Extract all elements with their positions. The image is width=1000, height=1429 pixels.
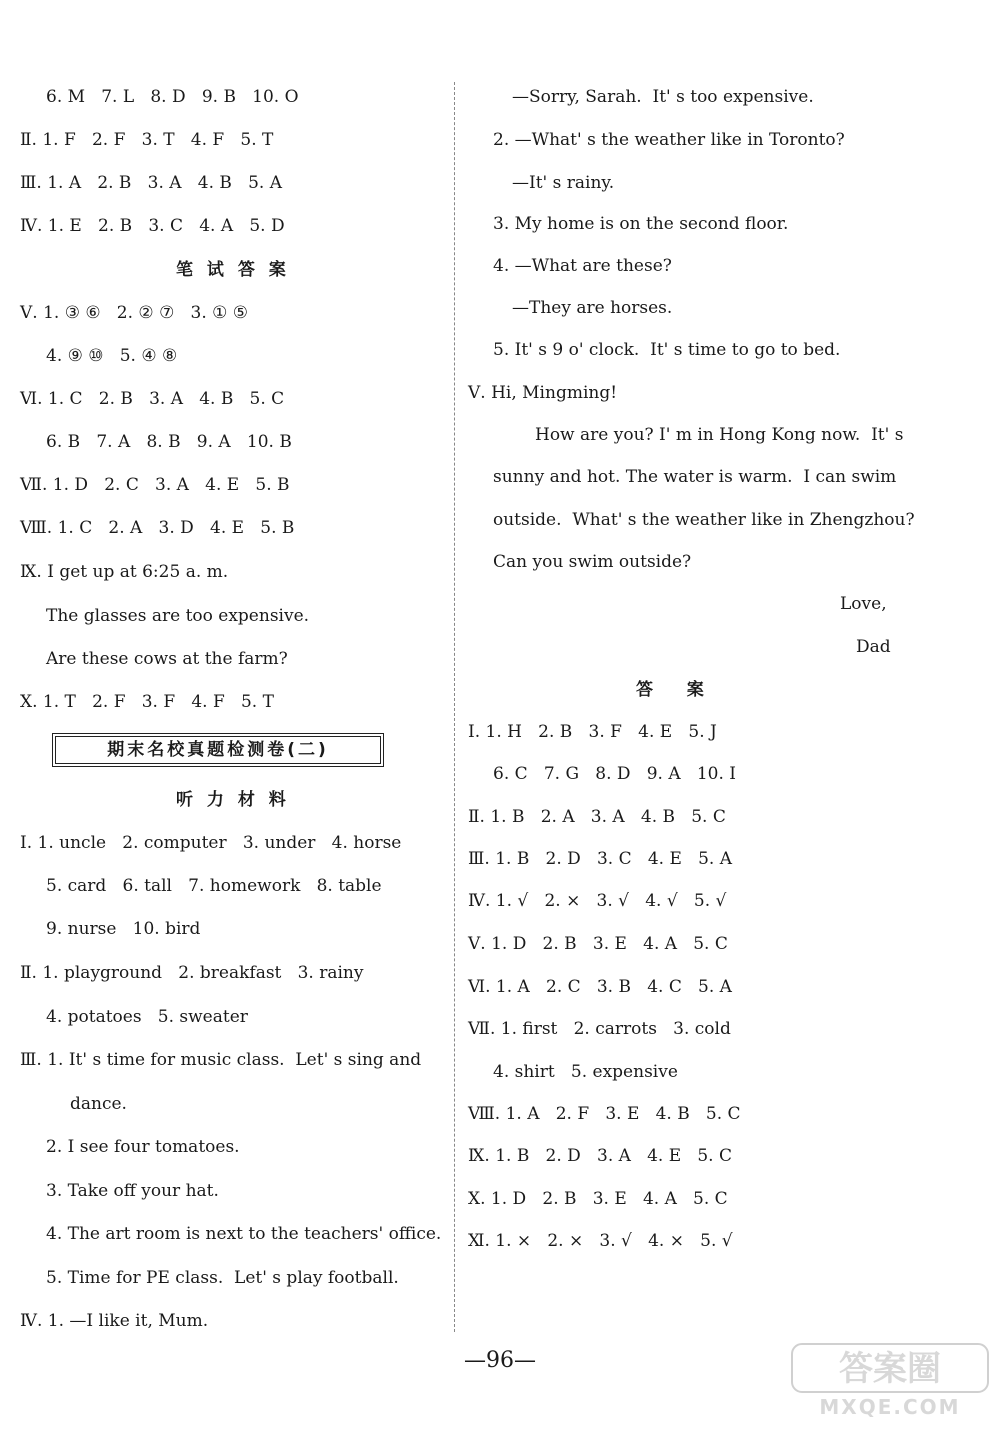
- answer-line: outside. What' s the weather like in Zhengzhou?: [493, 510, 915, 530]
- answer-line: Ⅰ. 1. uncle 2. computer 3. under 4. horse: [20, 833, 402, 853]
- answer-line: 5. It' s 9 o' clock. It' s time to go to bed.: [493, 340, 841, 360]
- answer-line: sunny and hot. The water is warm. I can swim: [493, 467, 897, 487]
- section-heading-answers: 答 案: [636, 680, 708, 700]
- answer-line: Ⅸ. 1. B 2. D 3. A 4. E 5. C: [468, 1146, 732, 1166]
- answer-line: 3. Take off your hat.: [46, 1181, 219, 1201]
- answer-line: 2. —What' s the weather like in Toronto?: [493, 130, 845, 150]
- answer-line: Can you swim outside?: [493, 552, 692, 572]
- answer-line: Ⅷ. 1. A 2. F 3. E 4. B 5. C: [468, 1104, 741, 1124]
- answer-line: 5. card 6. tall 7. homework 8. table: [46, 876, 382, 896]
- answer-line: Ⅴ. 1. ③ ⑥ 2. ② ⑦ 3. ① ⑤: [20, 303, 249, 323]
- answer-line: 6. M 7. L 8. D 9. B 10. O: [46, 87, 299, 107]
- section-heading-written-answers: 笔 试 答 案: [176, 260, 290, 280]
- answer-line: Ⅺ. 1. × 2. × 3. √ 4. × 5. √: [468, 1231, 733, 1251]
- answer-line: Ⅲ. 1. B 2. D 3. C 4. E 5. A: [468, 849, 732, 869]
- answer-line: —Sorry, Sarah. It' s too expensive.: [512, 87, 814, 107]
- answer-line: 9. nurse 10. bird: [46, 919, 201, 939]
- answer-line: 2. I see four tomatoes.: [46, 1137, 240, 1157]
- page-number: —96—: [464, 1348, 536, 1373]
- answer-line: Are these cows at the farm?: [46, 649, 288, 669]
- answer-line: Ⅴ. Hi, Mingming!: [468, 383, 618, 403]
- answer-line: Ⅱ. 1. playground 2. breakfast 3. rainy: [20, 963, 364, 983]
- answer-line: Ⅵ. 1. C 2. B 3. A 4. B 5. C: [20, 389, 285, 409]
- answer-line: Ⅶ. 1. first 2. carrots 3. cold: [468, 1019, 731, 1039]
- column-divider: [454, 82, 455, 1332]
- exam-title-box: 期末名校真题检测卷(二): [55, 736, 381, 764]
- answer-line: Ⅷ. 1. C 2. A 3. D 4. E 5. B: [20, 518, 295, 538]
- answer-line: Ⅹ. 1. T 2. F 3. F 4. F 5. T: [20, 692, 274, 712]
- answer-line: Ⅱ. 1. B 2. A 3. A 4. B 5. C: [468, 807, 726, 827]
- answer-line: 4. shirt 5. expensive: [493, 1062, 678, 1082]
- answer-line: 4. —What are these?: [493, 256, 672, 276]
- answer-line: 4. ⑨ ⑩ 5. ④ ⑧: [46, 346, 178, 366]
- answer-line: Ⅶ. 1. D 2. C 3. A 4. E 5. B: [20, 475, 290, 495]
- answer-line: The glasses are too expensive.: [46, 606, 310, 626]
- answer-line: Ⅲ. 1. A 2. B 3. A 4. B 5. A: [20, 173, 282, 193]
- answer-line: —It' s rainy.: [512, 173, 615, 193]
- answer-line: Ⅵ. 1. A 2. C 3. B 4. C 5. A: [468, 977, 732, 997]
- section-heading-listening-material: 听 力 材 料: [176, 790, 290, 810]
- answer-line: Ⅱ. 1. F 2. F 3. T 4. F 5. T: [20, 130, 274, 150]
- watermark-logo: [790, 1340, 995, 1420]
- answer-line: 4. potatoes 5. sweater: [46, 1007, 248, 1027]
- answer-line: —They are horses.: [512, 298, 673, 318]
- svg-text:答案圈: 答案圈: [839, 1349, 941, 1389]
- answer-line: 4. The art room is next to the teachers' office.: [46, 1224, 442, 1244]
- answer-line: 6. B 7. A 8. B 9. A 10. B: [46, 432, 292, 452]
- answer-line: 5. Time for PE class. Let' s play football.: [46, 1268, 399, 1288]
- answer-line: Ⅲ. 1. It' s time for music class. Let' s sing and: [20, 1050, 422, 1070]
- answer-line: Ⅳ. 1. —I like it, Mum.: [20, 1311, 209, 1331]
- answer-line: dance.: [70, 1094, 127, 1114]
- answer-line: How are you? I' m in Hong Kong now. It' s: [535, 425, 904, 445]
- answer-line: Ⅰ. 1. H 2. B 3. F 4. E 5. J: [468, 722, 717, 742]
- letter-signature: Dad: [856, 637, 891, 657]
- answer-line: 6. C 7. G 8. D 9. A 10. I: [493, 764, 736, 784]
- answer-line: Ⅳ. 1. √ 2. × 3. √ 4. √ 5. √: [468, 891, 727, 911]
- answer-line: 3. My home is on the second floor.: [493, 214, 789, 234]
- svg-text:MXQE.COM: MXQE.COM: [819, 1395, 961, 1419]
- letter-closing: Love,: [840, 594, 887, 614]
- answer-line: Ⅸ. I get up at 6:25 a. m.: [20, 562, 229, 582]
- answer-line: Ⅳ. 1. E 2. B 3. C 4. A 5. D: [20, 216, 285, 236]
- answer-line: Ⅴ. 1. D 2. B 3. E 4. A 5. C: [468, 934, 728, 954]
- answer-line: Ⅹ. 1. D 2. B 3. E 4. A 5. C: [468, 1189, 728, 1209]
